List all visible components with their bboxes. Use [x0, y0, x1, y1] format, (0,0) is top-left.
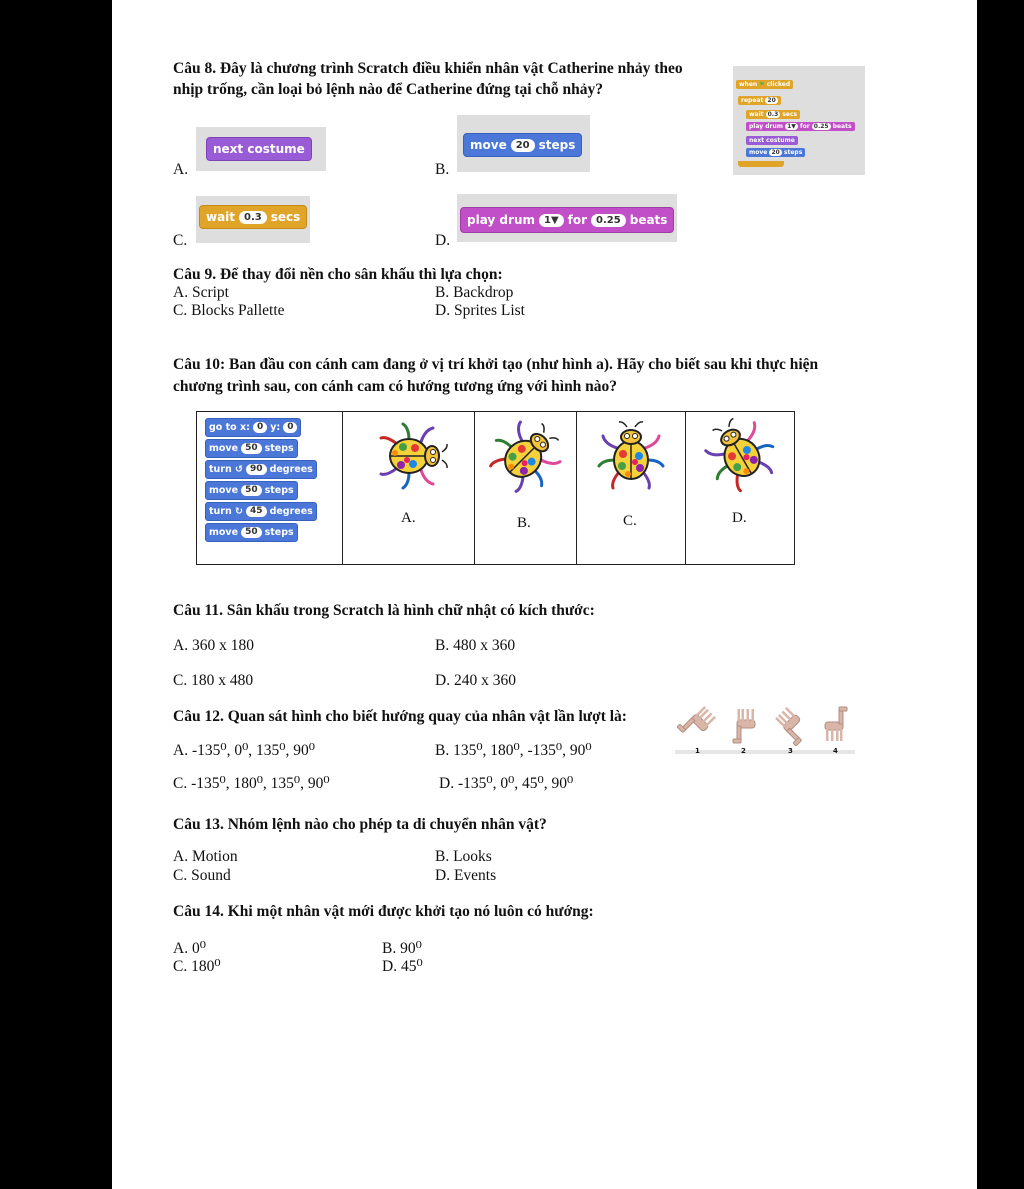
q9-option-b: B. Backdrop — [435, 284, 514, 301]
q10-table — [196, 411, 795, 565]
q14-option-a: A. 0⁰ — [173, 940, 206, 957]
q8-question-line1: Câu 8. Đây là chương trình Scratch điều khiển nhân vật Catherine nhảy theo — [173, 60, 683, 77]
q8-question-line2: nhịp trống, cần loại bỏ lệnh nào để Catherine đứng tại chỗ nhảy? — [173, 81, 604, 98]
q10-label-a: A. — [401, 510, 416, 526]
q8-option-a-image — [196, 127, 326, 171]
q8-label-a: A. — [173, 161, 189, 178]
q11-option-d: D. 240 x 360 — [435, 672, 516, 689]
q11-option-c: C. 180 x 480 — [173, 672, 254, 689]
q10-cell-d — [686, 412, 795, 565]
q11-question: Câu 11. Sân khấu trong Scratch là hình chữ nhật có kích thước: — [173, 602, 595, 619]
q9-option-d: D. Sprites List — [435, 302, 525, 319]
script-hat-block: when ⚑ clicked — [736, 80, 793, 89]
q8-option-b-image — [457, 115, 590, 172]
llama-label-1: 1 — [695, 747, 700, 755]
q10-label-b: B. — [517, 515, 531, 531]
q8-label-c: C. — [173, 232, 188, 249]
play-drum-block: play drum 1▼ for 0.25 beats — [460, 207, 674, 233]
move-steps-block: move 20 steps — [463, 133, 582, 157]
q12-option-a: A. -135⁰, 0⁰, 135⁰, 90⁰ — [173, 742, 315, 759]
q8-option-c-image — [196, 196, 310, 243]
q10-cell-a — [343, 412, 475, 565]
q10-script-cell — [197, 412, 343, 565]
q10-question-line2: chương trình sau, con cánh cam có hướng tương ứng với hình nào? — [173, 378, 618, 395]
script-move-block: move 20 steps — [746, 148, 805, 157]
green-flag-icon: ⚑ — [759, 81, 765, 88]
llama-label-2: 2 — [741, 747, 746, 755]
script-play-drum-block: play drum 1▼ for 0.25 beats — [746, 122, 855, 131]
llama-label-4: 4 — [833, 747, 838, 755]
q8-label-b: B. — [435, 161, 450, 178]
q13-question: Câu 13. Nhóm lệnh nào cho phép ta di chuyển nhân vật? — [173, 816, 547, 833]
q11-option-a: A. 360 x 180 — [173, 637, 254, 654]
q8-label-d: D. — [435, 232, 451, 249]
q12-option-c: C. -135⁰, 180⁰, 135⁰, 90⁰ — [173, 775, 330, 792]
ladybug-d-icon — [700, 414, 780, 494]
script-repeat-block: repeat 20 — [738, 96, 781, 105]
script-repeat-end — [738, 161, 784, 167]
q13-option-d: D. Events — [435, 867, 497, 884]
script-next-costume-block: next costume — [746, 136, 798, 145]
q12-option-d: D. -135⁰, 0⁰, 45⁰, 90⁰ — [439, 775, 574, 792]
q14-question: Câu 14. Khi một nhân vật mới được khởi tạo nó luôn có hướng: — [173, 903, 594, 920]
q10-question-line1: Câu 10: Ban đầu con cánh cam đang ở vị trí khởi tạo (như hình a). Hãy cho biết sau khi thực hiện — [173, 356, 819, 373]
q10-label-c: C. — [623, 513, 637, 529]
q9-question: Câu 9. Để thay đổi nền cho sân khấu thì lựa chọn: — [173, 266, 503, 283]
q8-option-d-image — [457, 194, 677, 242]
q12-question: Câu 12. Quan sát hình cho biết hướng quay của nhân vật lần lượt là: — [173, 708, 627, 725]
wait-secs-block: wait 0.3 secs — [199, 205, 307, 229]
q13-option-c: C. Sound — [173, 867, 231, 884]
q13-option-b: B. Looks — [435, 848, 492, 865]
turn-right-45-block: turn ↻ 45 degrees — [205, 502, 317, 521]
q11-option-b: B. 480 x 360 — [435, 637, 516, 654]
q13-option-a: A. Motion — [173, 848, 238, 865]
ladybug-c-icon — [591, 416, 671, 496]
q12-llama-figure — [675, 700, 855, 760]
move-50-block-3: move 50 steps — [205, 523, 298, 542]
go-to-xy-block: go to x: 0 y: 0 — [205, 418, 301, 437]
q9-option-a: A. Script — [173, 284, 229, 301]
q10-cell-c — [577, 412, 686, 565]
move-50-block-2: move 50 steps — [205, 481, 298, 500]
q10-label-d: D. — [732, 510, 747, 526]
next-costume-block: next costume — [206, 137, 312, 161]
turn-left-90-block: turn ↺ 90 degrees — [205, 460, 317, 479]
ladybug-a-icon — [373, 416, 453, 496]
q14-option-b: B. 90⁰ — [382, 940, 422, 957]
q8-script-image — [733, 66, 865, 175]
q10-cell-b — [475, 412, 577, 565]
q9-option-c: C. Blocks Pallette — [173, 302, 285, 319]
llama-label-3: 3 — [788, 747, 793, 755]
q14-option-c: C. 180⁰ — [173, 958, 221, 975]
q12-option-b: B. 135⁰, 180⁰, -135⁰, 90⁰ — [435, 742, 592, 759]
llama-directions-icon — [675, 700, 855, 760]
ladybug-b-icon — [484, 414, 568, 498]
script-wait-block: wait 0.3 secs — [746, 110, 800, 119]
q14-option-d: D. 45⁰ — [382, 958, 423, 975]
move-50-block-1: move 50 steps — [205, 439, 298, 458]
exam-page — [112, 0, 977, 1189]
